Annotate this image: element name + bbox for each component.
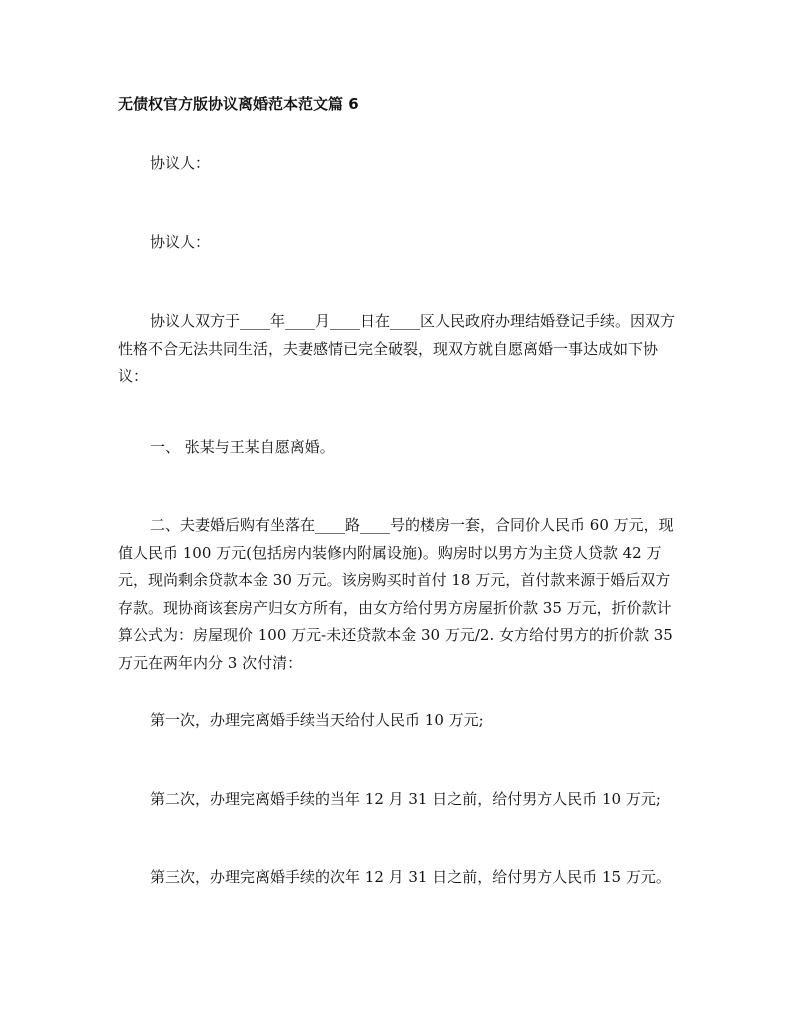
payment-3-paragraph: 第三次，办理完离婚手续的次年 12 月 31 日之前，给付男方人民币 15 万元。 — [150, 868, 671, 886]
party-line-2: 协议人： — [150, 233, 211, 251]
document-title: 无债权官方版协议离婚范本范文篇 6 — [118, 95, 359, 113]
payment-2-paragraph: 第二次，办理完离婚手续的当年 12 月 31 日之前，给付男方人民币 10 万元; — [150, 790, 661, 808]
intro-paragraph: 协议人双方于____年____月____日在____区人民政府办理结婚登记手续。因双方性格不合无法共同生活，夫妻感情已完全破裂，现双方就自愿离婚一事达成如下协议： — [118, 312, 676, 385]
payment-1-paragraph: 第一次，办理完离婚手续当天给付人民币 10 万元; — [150, 711, 484, 729]
party-line-1: 协议人： — [150, 154, 211, 172]
clause-1-paragraph: 一、 张某与王某自愿离婚。 — [150, 438, 335, 456]
clause-2-paragraph: 二、夫妻婚后购有坐落在____路____号的楼房一套，合同价人民币 60 万元，现值人民币 100 万元(包括房内装修内附属设施)。购房时以男方为主贷人贷款 42 万元，现尚剩余贷款本金 30 万元。该房购买时首付 18 万元，首付款来源于婚后双方存款。现协商该套房产归女方所有，由女方给付男方房屋折价款 35 万元，折价款计算公式为：房屋现价 100 万元-未还贷款本金 30 万元/2. 女方给付男方的折价款 35 万元在两年内分 3 次付清： — [118, 516, 674, 672]
